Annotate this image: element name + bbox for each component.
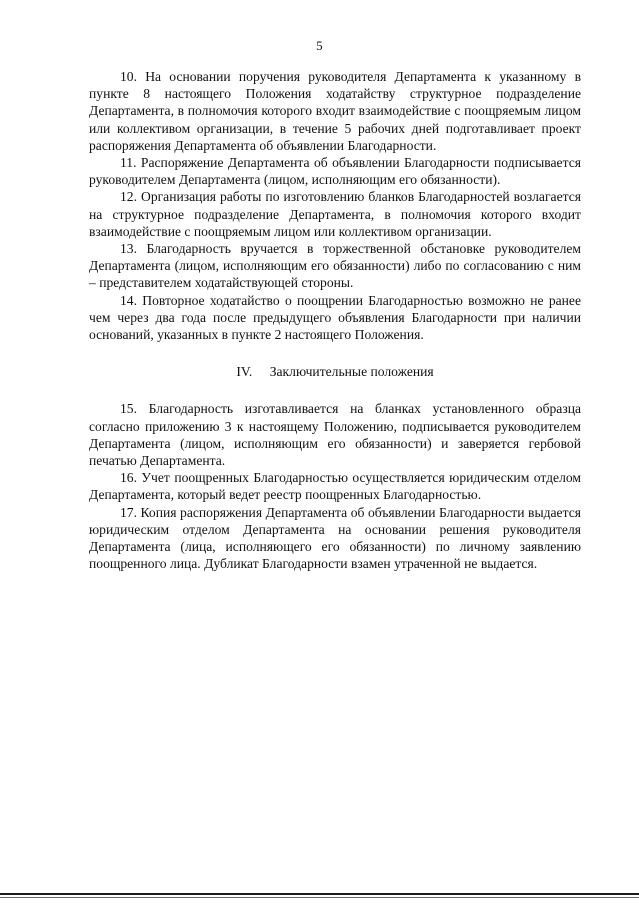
section-title: Заключительные положения bbox=[269, 364, 434, 380]
paragraph-10: 10. На основании поручения руководителя Департамента к указанному в пункте 8 настоящего Положения ходатайству структурное подразделение Департамента, в полномочия которого входит взаимодействие с поощряемым лицом или коллективом организации, в течение 5 рабочих дней подготавливает проект распоряжения Департамента об объявлении Благодарности. bbox=[89, 69, 581, 153]
document-body bbox=[89, 68, 581, 572]
paragraph-14: 14. Повторное ходатайство о поощрении Благодарностью возможно не ранее чем через два года после предыдущего объявления Благодарности при наличии оснований, указанных в пункте 2 настоящего Положения. bbox=[89, 292, 581, 343]
bottom-scan-edge-line bbox=[0, 893, 639, 895]
paragraph-12: 12. Организация работы по изготовлению бланков Благодарностей возлагается на структурное подразделение Департамента, в полномочия которого входит взаимодействие с поощряемым лицом или коллективом организации. bbox=[89, 189, 581, 239]
page-number: 5 bbox=[316, 38, 323, 53]
paragraph-11: 11. Распоряжение Департамента об объявлении Благодарности подписывается руководителем Департамента (лицом, исполняющим его обязанности). bbox=[89, 155, 581, 188]
paragraph-15: 15. Благодарность изготавливается на бланках установленного образца согласно приложению 3 к настоящему Положению, подписывается руководителем Департамента (лицом, исполняющим его обязанности) и заверяется гербовой печатью Департамента. bbox=[89, 401, 581, 469]
bottom-scan-edge-shadow bbox=[0, 897, 639, 898]
paragraph-16: 16. Учет поощренных Благодарностью осуществляется юридическим отделом Департамента, который ведет реестр поощренных Благодарностью. bbox=[89, 470, 581, 503]
paragraph-13: 13. Благодарность вручается в торжественной обстановке руководителем Департамента (лицом, исполняющим его обязанности) либо по согласованию с ним – представителем ходатайствующей стороны. bbox=[89, 241, 581, 291]
section-heading bbox=[89, 363, 581, 380]
section-number: IV. bbox=[236, 364, 253, 380]
paragraph-17: 17. Копия распоряжения Департамента об объявлении Благодарности выдается юридическим отделом Департамента на основании решения руководителя Департамента (лица, исполняющего его обязанности) по личному заявлению поощренного лица. Дубликат Благодарности взамен утраченной не выдается. bbox=[89, 504, 581, 572]
